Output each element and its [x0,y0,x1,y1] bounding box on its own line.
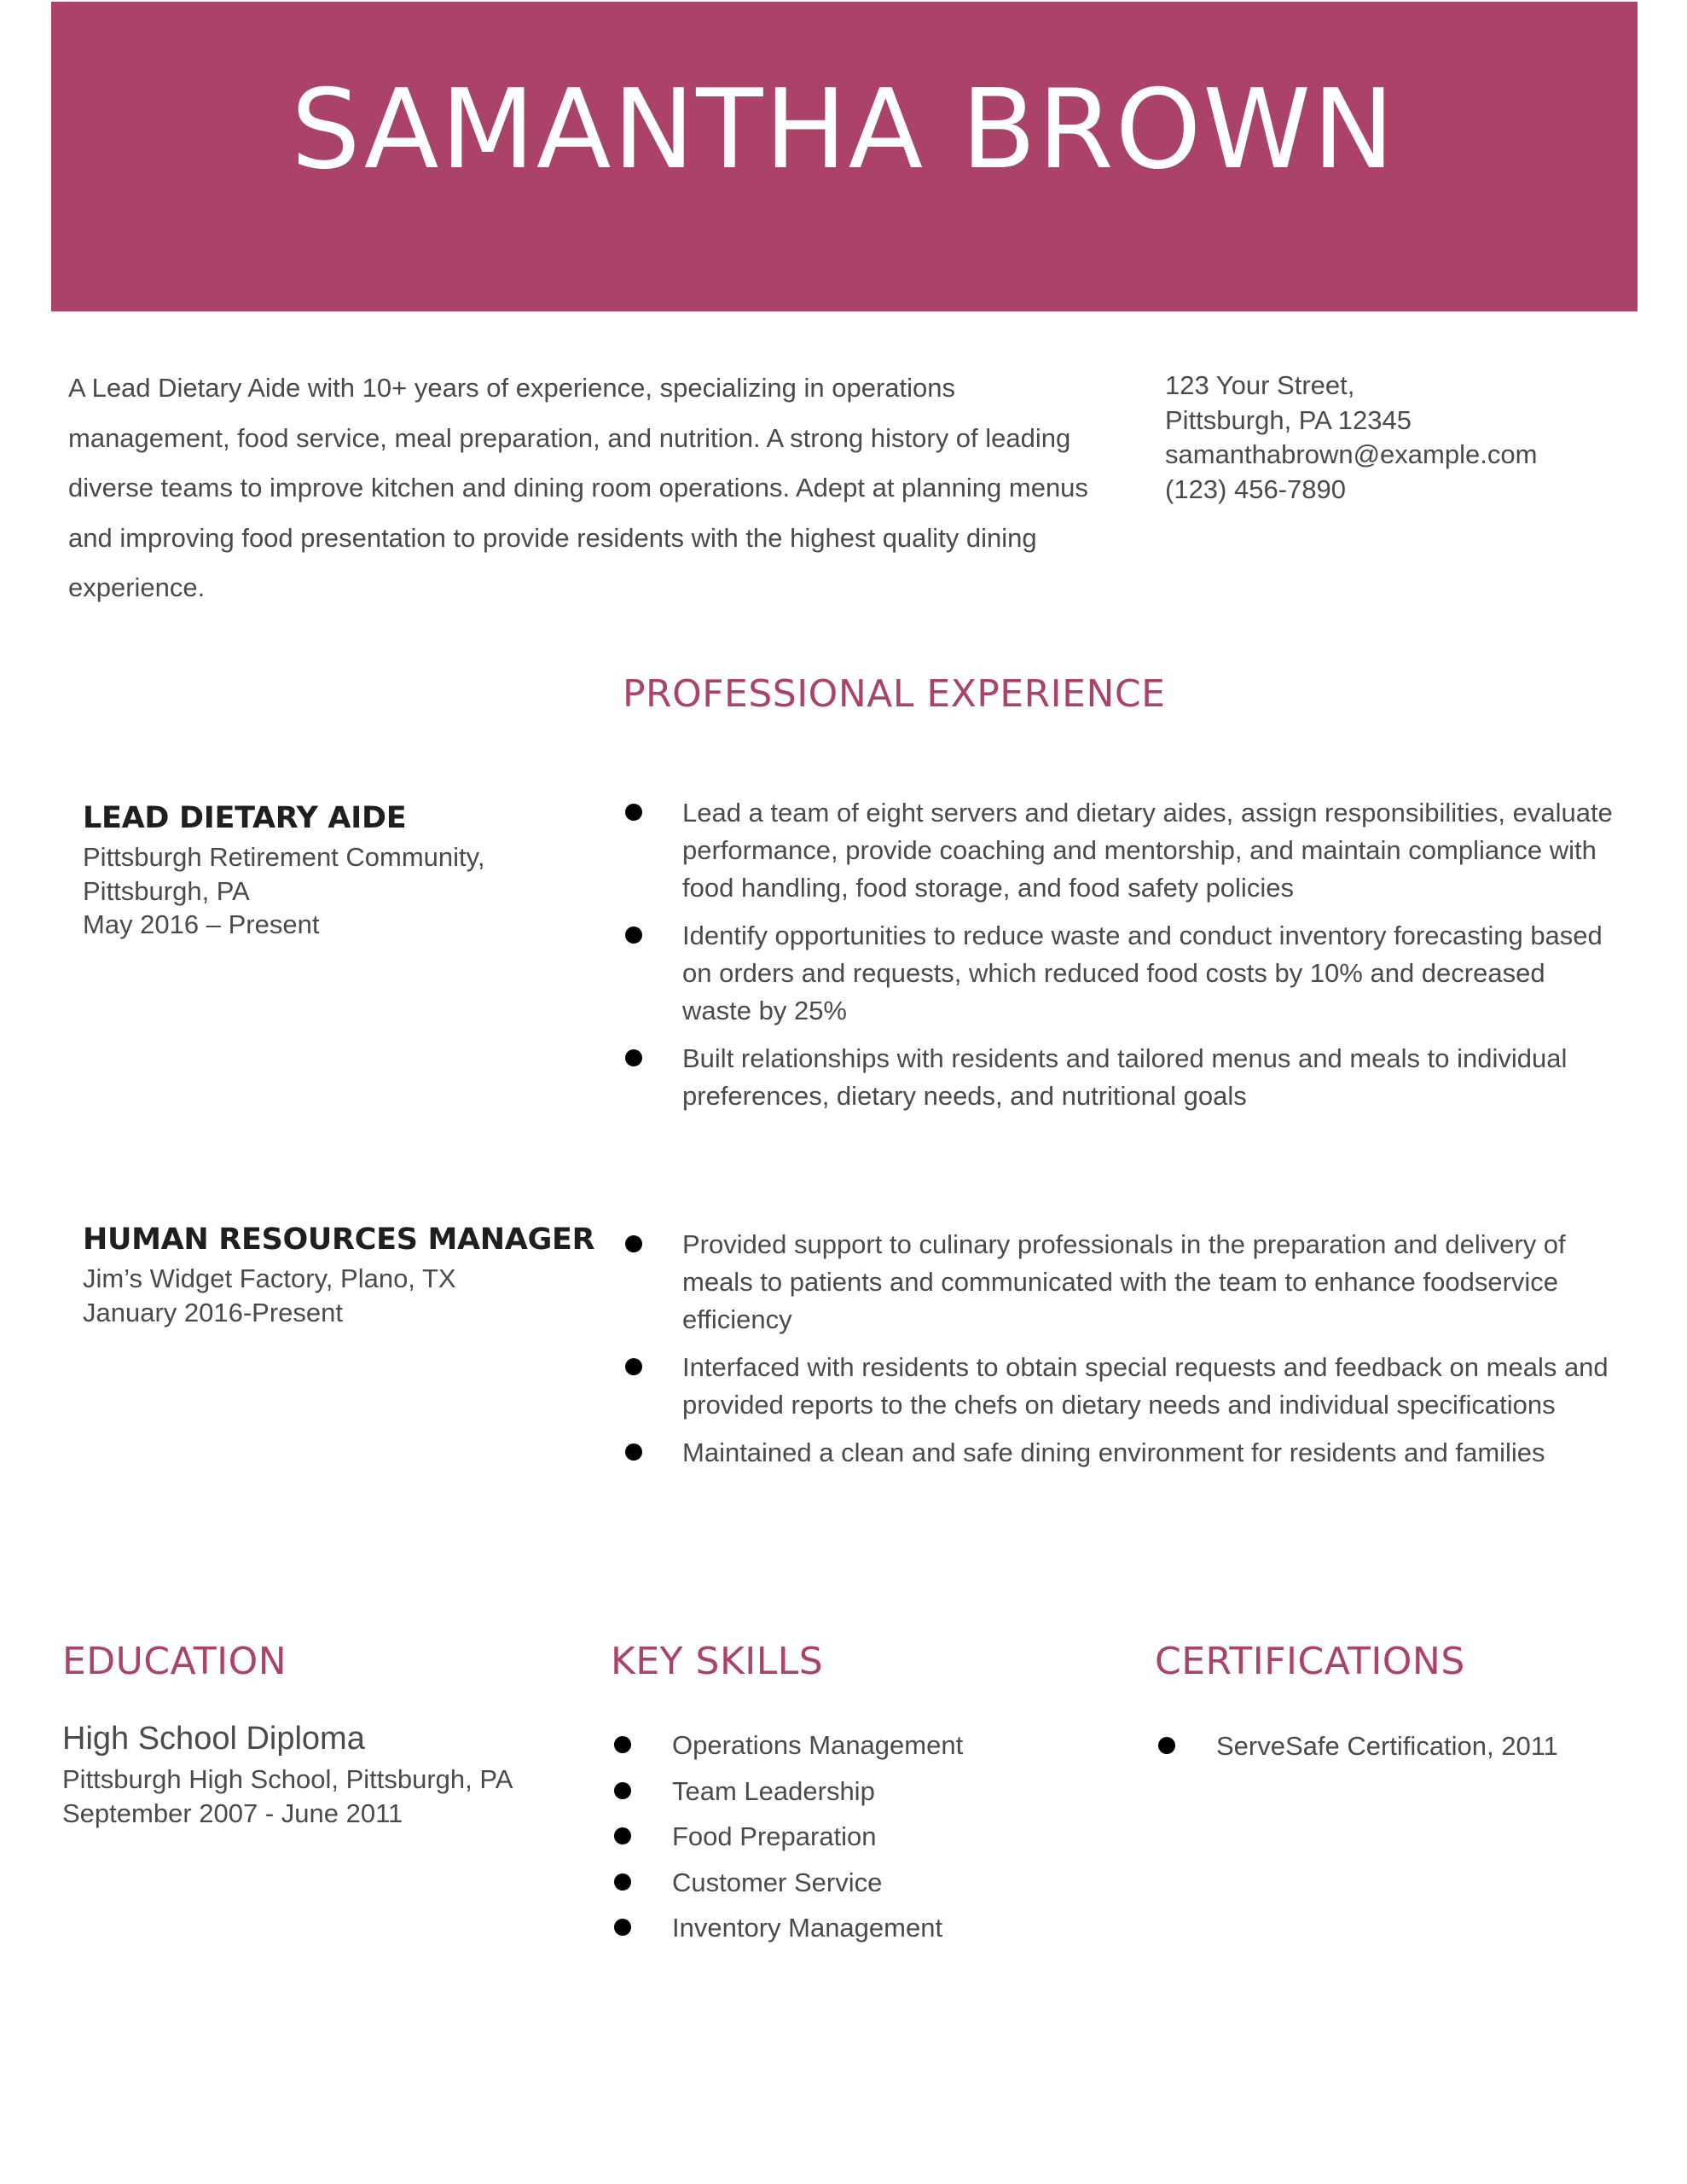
job-2-bullet-1: Provided support to culinary professionals in the preparation and delivery of meals to patients and communicated with the team to enhance foodservice efficiency [682,1229,1566,1334]
job-2-bullet-3: Maintained a clean and safe dining environment for residents and families [682,1438,1545,1467]
bullet-icon [625,804,642,821]
education-meta [62,1763,574,1830]
job-2-company: Jim’s Widget Factory, Plano, TX [83,1263,456,1293]
bullet-icon [614,1782,631,1799]
education-entry [62,1719,574,1830]
job-1-company: Pittsburgh Retirement Community, [83,842,485,872]
list-item [1157,1729,1651,1763]
bullet-icon [625,1235,642,1252]
contact-street: 123 Your Street, [1165,370,1355,400]
bullet-icon [614,1919,631,1936]
contact-block [1165,369,1643,507]
job-2-info [83,1221,594,1329]
list-item [612,1911,1090,1945]
skill-item: Operations Management [672,1730,964,1760]
job-1-meta [83,840,594,942]
skill-item: Team Leadership [672,1775,875,1806]
job-1-bullet-3: Built relationships with residents and tailored menus and meals to individual preferences, dietary needs, and nutritional goals [682,1043,1568,1111]
job-2-bullet-2: Interfaced with residents to obtain special requests and feedback on meals and provided reports to the chefs on dietary needs and individual specifications [682,1352,1609,1420]
job-1-bullet-1: Lead a team of eight servers and dietary aides, assign responsibilities, evaluate performance, provide coaching and mentorship, and maintain compliance with food handling, food storage, and food safety policies [682,798,1613,903]
list-item [623,1434,1620,1472]
summary-text: A Lead Dietary Aide with 10+ years of experience, specializing in operations management, food service, meal preparation, and nutrition. A strong history of leading diverse teams to improve kitchen and dining room operations. Adept at planning menus and improving food presentation to provide residents with the highest quality dining experience. [68,373,1088,602]
list-item [623,917,1620,1030]
education-dates: September 2007 - June 2011 [62,1798,403,1828]
contact-phone: (123) 456-7890 [1165,473,1346,504]
skills-list [612,1728,1090,1957]
skill-item: Food Preparation [672,1821,877,1851]
contact-email[interactable]: samanthabrown@example.com [1165,439,1538,469]
job-2-meta [83,1262,594,1329]
certification-item: ServeSafe Certification, 2011 [1216,1731,1558,1761]
bullet-icon [614,1827,631,1844]
contact-city: Pittsburgh, PA 12345 [1165,404,1412,435]
list-item [612,1774,1090,1809]
list-item [612,1728,1090,1763]
education-degree: High School Diploma [62,1721,365,1757]
bullet-icon [625,1443,642,1461]
list-item [623,1226,1620,1339]
list-item [612,1820,1090,1854]
list-item [623,1349,1620,1424]
list-item [623,1040,1620,1115]
job-2-bullets [623,1226,1620,1482]
list-item [623,794,1620,907]
job-1-info [83,799,594,942]
bullet-icon [614,1736,631,1753]
job-1-bullets [623,794,1620,1125]
job-1-dates: May 2016 – Present [83,909,320,939]
bullet-icon [625,1358,642,1375]
certifications-list [1157,1729,1651,1775]
bullet-icon [625,926,642,944]
experience-heading: PROFESSIONAL EXPERIENCE [623,672,1166,716]
bullet-icon [614,1873,631,1891]
job-1-bullet-2: Identify opportunities to reduce waste and conduct inventory forecasting based on orders and requests, which reduced food costs by 10% and decreased waste by 25% [682,921,1603,1025]
job-1-location: Pittsburgh, PA [83,875,250,906]
job-2-title: HUMAN RESOURCES MANAGER [83,1223,595,1257]
list-item [612,1866,1090,1900]
skill-item: Customer Service [672,1867,883,1897]
job-1-title: LEAD DIETARY AIDE [83,801,407,835]
skills-heading: KEY SKILLS [611,1640,824,1683]
candidate-name: SAMANTHA BROWN [291,67,1396,194]
education-heading: EDUCATION [62,1640,287,1683]
job-2-dates: January 2016-Present [83,1297,344,1327]
bullet-icon [1158,1737,1175,1754]
skill-item: Inventory Management [672,1913,943,1943]
certifications-heading: CERTIFICATIONS [1155,1640,1465,1683]
education-school: Pittsburgh High School, Pittsburgh, PA [62,1764,513,1794]
bullet-icon [625,1049,642,1066]
